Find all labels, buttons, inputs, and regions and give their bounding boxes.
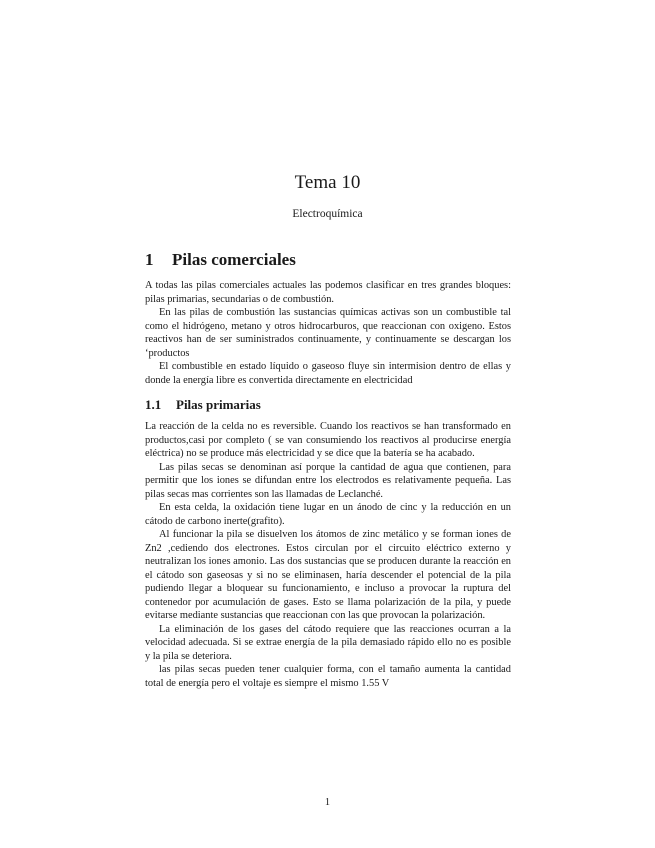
chapter-subtitle: Electroquímica	[292, 208, 363, 220]
paragraph: A todas las pilas comerciales actuales las podemos clasificar en tres grandes bloques: pilas primarias, secundarias o de combustión.	[145, 280, 511, 305]
subsection-title: Pilas primarias	[176, 397, 261, 412]
subsection-body-pilas-primarias	[145, 420, 511, 690]
paragraph: La eliminación de los gases del cátodo requiere que las reacciones ocurran a la velocidad adecuada. Si se extrae energía de la pila demasiado rápido ello no es posible y la pila se deteriora.	[145, 623, 511, 662]
paragraph: En esta celda, la oxidación tiene lugar en un ánodo de cinc y la reducción en un cátodo de carbono inerte(grafito).	[145, 502, 511, 527]
paragraph: La reacción de la celda no es reversible. Cuando los reactivos se han transformado en productos,casi por completo ( se van consumiendo los reactivos al producirse energía eléctrica) no se produce más electricidad y se dice que la batería se ha acabado.	[145, 421, 511, 459]
subsection-number: 1.1	[145, 397, 162, 412]
section-title: Pilas comerciales	[172, 250, 296, 269]
page-number: 1	[324, 797, 331, 808]
paragraph: Las pilas secas se denominan así porque la cantidad de agua que contienen, para permitir que los iones se difundan entre los electrodos es relativamente pequeña. Las pilas secas mas corrientes son las llamadas de Leclanché.	[145, 461, 511, 500]
paragraph: En las pilas de combustión las sustancias químicas activas son un combustible tal como el hidrógeno, metano y otros hidrocarburos, que reaccionan con oxigeno. Estos reactivos han de ser suministrados continuamente, y continuamente se descargan los ‘productos	[145, 307, 511, 359]
chapter-title: Tema 10	[294, 172, 361, 193]
paragraph: El combustible en estado líquido o gaseoso fluye sin intermision dentro de ellas y donde la energía libre es convertida directamente en electricidad	[145, 361, 511, 386]
section-number: 1	[145, 250, 154, 269]
section-body-pilas-comerciales	[145, 279, 511, 387]
subsection-heading-pilas-primarias	[145, 397, 261, 413]
paragraph: Al funcionar la pila se disuelven los átomos de zinc metálico y se forman iones de Zn2 ,cediendo dos electrones. Estos circulan por el circuito eléctrico externo y neutralizan los iones amonio. Las dos sustancias que se producen durante la reacción en el cátodo son gaseosas y si no se eliminasen, haría descender el potencial de la pila pudiendo llegar a bloquear su funcionamiento, e incluso a provocar la ruptura del contenedor por acumulación de gases. Esto se llama polarización de la pila, y puede evitarse mediante sustancias que reaccionan con las que provocan la polarización.	[145, 529, 511, 621]
section-heading-pilas-comerciales	[145, 250, 296, 270]
paragraph: las pilas secas pueden tener cualquier forma, con el tamaño aumenta la cantidad total de energía pero el voltaje es siempre el mismo 1.55 V	[145, 664, 511, 689]
